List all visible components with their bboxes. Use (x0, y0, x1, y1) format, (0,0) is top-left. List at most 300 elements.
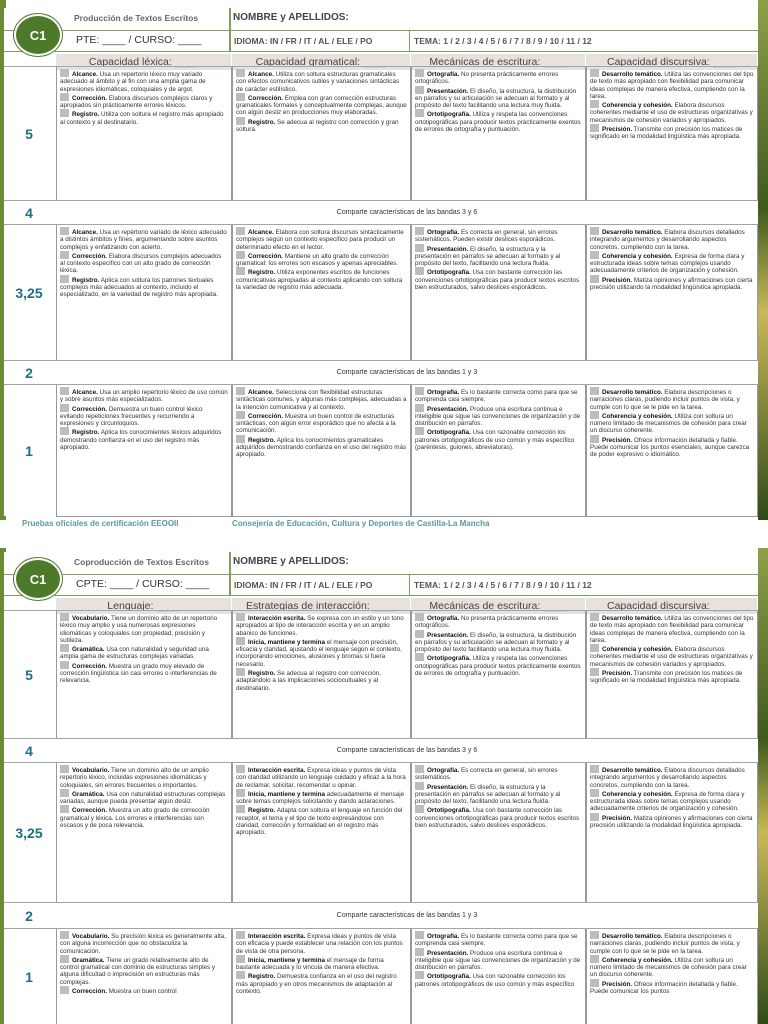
descriptor-heading: Desarrollo temático. (602, 615, 663, 622)
descriptor-cell (56, 611, 232, 739)
checkbox[interactable] (415, 971, 424, 979)
checkbox[interactable] (415, 267, 424, 275)
band-score: 5 (25, 126, 33, 142)
descriptor-item (415, 971, 582, 988)
descriptor-text: Usa con razonable corrección los patrones ortotipográficos de uso común y más específico (paréntesis, guiones, abreviaturas). (415, 429, 575, 452)
descriptor-heading: Desarrollo temático. (602, 71, 663, 78)
checkbox[interactable] (60, 404, 69, 412)
descriptor-heading: Precisión. (602, 276, 633, 284)
checkbox[interactable] (415, 109, 424, 117)
descriptor-cell (586, 225, 758, 361)
descriptor-heading: Desarrollo temático. (602, 933, 663, 940)
sheet-header (4, 8, 758, 30)
checkbox[interactable] (60, 931, 69, 939)
checkbox[interactable] (60, 275, 69, 283)
checkbox[interactable] (415, 387, 424, 395)
descriptor-item (60, 613, 228, 644)
score-course-field[interactable]: CPTE: ____ / CURSO: ____ (76, 578, 210, 590)
checkbox[interactable] (590, 789, 599, 797)
descriptor-text: El diseño, la estructura, la distribución en párrafos y su articulación se adecuan al formato y al propósito del texto facilitando una lectura muy fluida. (415, 87, 577, 110)
descriptor-text: Es lo bastante correcta como para que se comprenda casi siempre. (415, 933, 578, 948)
descriptor-text: Elabora discursos detallados integrando argumentos y desarrollando aspectos concretos, cumpliendo con la tarea. (590, 767, 745, 789)
descriptor-cell (411, 67, 586, 201)
checkbox[interactable] (590, 644, 599, 652)
checkbox[interactable] (415, 653, 424, 661)
sheet-title: Coproducción de Textos Escritos (74, 557, 209, 567)
descriptor-cell (411, 929, 586, 1024)
topic-selector[interactable]: TEMA: 1 / 2 / 3 / 4 / 5 / 6 / 7 / 8 / 9 / 10 / 11 / 12 (414, 580, 592, 590)
column-header-2: Estrategias de interacción: ____ (232, 598, 411, 614)
checkbox[interactable] (60, 427, 69, 435)
descriptor-text: Tiene un grado relativamente alto de control gramatical con dominio de estructuras simples y alguna dificultad o imprecisión en estructuras más complejas. (60, 956, 216, 986)
checkbox[interactable] (590, 979, 599, 987)
descriptor-heading: Alcance. (72, 229, 98, 236)
checkbox[interactable] (60, 986, 69, 994)
descriptor-cell (232, 929, 411, 1024)
descriptor-heading: Corrección. (72, 988, 107, 996)
checkbox[interactable] (60, 109, 69, 117)
checkbox[interactable] (60, 644, 69, 652)
checkbox[interactable] (60, 805, 69, 813)
descriptor-text: el mensaje con precisión, eficacia y claridad, ajustando el lenguaje según el contexto, incorporando emociones, alusiones y bromas si fuera necesario. (236, 638, 402, 668)
descriptor-item (590, 955, 754, 979)
descriptor-item (60, 93, 228, 110)
descriptor-heading: Precisión. (602, 436, 633, 444)
descriptor-item (590, 100, 754, 124)
checkbox[interactable] (415, 630, 424, 638)
checkbox[interactable] (236, 411, 245, 419)
checkbox[interactable] (60, 251, 69, 259)
checkbox[interactable] (415, 86, 424, 94)
descriptor-item (236, 411, 407, 435)
descriptor-cell (232, 385, 411, 517)
band-row (4, 928, 758, 1024)
descriptor-item (60, 661, 228, 685)
checkbox[interactable] (590, 69, 599, 77)
descriptor-text: Usa con naturalidad y seguridad una amplia gama de estructuras complejas variadas. (60, 646, 209, 661)
checkbox[interactable] (236, 267, 245, 275)
descriptor-heading: Corrección. (72, 94, 107, 102)
right-edge-decoration-2 (758, 548, 768, 1024)
descriptor-heading: Coherencia y cohesión. (602, 102, 673, 110)
checkbox[interactable] (60, 789, 69, 797)
descriptor-item (590, 931, 754, 955)
descriptor-heading: Interacción escrita. (248, 767, 306, 774)
descriptor-item (590, 613, 754, 644)
descriptor-item (590, 813, 754, 830)
checkbox[interactable] (60, 765, 69, 773)
descriptor-text: Elabora discursos coherentes mediante el uso de estructuras organizativas y mecanismos de cohesión variados y apropiados. (590, 646, 753, 668)
checkbox[interactable] (236, 805, 245, 813)
checkbox[interactable] (60, 227, 69, 235)
descriptor-text: Emplea con gran corrección estructuras gramaticales formales y conceptualmente complejas, aunque con algún desliz en producciones muy elaboradas. (236, 94, 407, 117)
descriptor-item (60, 931, 228, 955)
descriptor-item (236, 955, 407, 972)
descriptor-text: Utiliza las convenciones del tipo de texto más apropiado con flexibilidad para comunicar ideas complejas de manera efectiva, cumpliendo con la tarea. (590, 71, 754, 100)
column-header-4: Capacidad discursiva: ____ (586, 54, 758, 70)
descriptor-heading: Interacción escrita. (248, 933, 306, 940)
descriptor-item (590, 979, 754, 996)
checkbox[interactable] (60, 387, 69, 395)
descriptor-heading: Inicia, mantiene y termina (248, 638, 325, 646)
checkbox[interactable] (590, 813, 599, 821)
descriptor-item (236, 435, 407, 459)
descriptor-heading: Gramática. (72, 646, 105, 654)
descriptor-text: No presenta prácticamente errores ortográficos. (415, 615, 559, 630)
descriptor-text: Adapta con soltura el lenguaje en función del receptor, el tema y el tipo de texto expresándose con claridad, corrección y formalidad en el registro más apropiado. (236, 807, 403, 837)
descriptor-item (60, 387, 228, 404)
checkbox[interactable] (590, 931, 599, 939)
descriptor-item (60, 69, 228, 93)
descriptor-text: Usa con bastante corrección las convenciones ortotipográficas para producir textos escritos bien estructurados, salvo deslices esporádicos. (415, 807, 580, 830)
column-header-3: Mecánicas de escritura: ____ (411, 54, 586, 70)
checkbox[interactable] (236, 613, 245, 621)
language-selector[interactable]: IDIOMA: IN / FR / IT / AL / ELE / PO (234, 580, 373, 590)
checkbox[interactable] (236, 637, 245, 645)
checkbox[interactable] (415, 948, 424, 956)
checkbox[interactable] (415, 805, 424, 813)
descriptor-item (415, 227, 582, 244)
descriptor-heading: Desarrollo temático. (602, 767, 663, 774)
checkbox[interactable] (236, 435, 245, 443)
descriptor-item (415, 948, 582, 972)
sheet-header (4, 552, 758, 574)
descriptor-text: Utiliza las convenciones del tipo de texto más apropiado con flexibilidad para comunicar ideas complejas de manera efectiva, cumpliendo con la tarea. (590, 615, 754, 644)
descriptor-heading: Coherencia y cohesión. (602, 412, 673, 420)
checkbox[interactable] (590, 435, 599, 443)
descriptor-item (590, 275, 754, 292)
checkbox[interactable] (415, 613, 424, 621)
descriptor-text: Muestra un buen control (108, 988, 177, 996)
descriptor-text: Selecciona con flexibilidad estructuras sintácticas comunes, y algunas más complejas, adecuadas a la intención comunicativa y al contexto. (236, 389, 407, 411)
column-header-1: Lenguaje: ____ (56, 598, 232, 614)
descriptor-heading: Ortografía. (427, 71, 460, 78)
descriptor-text: Elabora discursos detallados integrando argumentos y desarrollando aspectos concretos, cumpliendo con la tarea. (590, 229, 745, 251)
descriptor-text: Utiliza exponentes escritos de funciones comunicativas apropiadas al contexto aplicando con soltura la variedad de registro más adecuada. (236, 269, 403, 292)
band-row (4, 738, 758, 762)
descriptor-heading: Precisión. (602, 126, 633, 134)
band-score: 2 (25, 365, 33, 381)
checkbox[interactable] (415, 427, 424, 435)
descriptor-text: Transmite con precisión los matices de significado en la modalidad lingüística más apropiada. (590, 670, 743, 685)
descriptor-text: Utiliza con soltura estructuras gramaticales con efectos comunicativos sutiles y variaciones sintácticas de carácter estilístico. (236, 71, 400, 93)
descriptor-item (236, 931, 407, 955)
descriptor-cell (586, 611, 758, 739)
descriptor-item (415, 109, 582, 133)
checkbox[interactable] (590, 275, 599, 283)
checkbox[interactable] (236, 387, 245, 395)
descriptor-heading: Vocabulario. (72, 615, 110, 622)
descriptor-heading: Gramática. (72, 790, 105, 798)
descriptor-item (60, 765, 228, 789)
descriptor-cell (232, 225, 411, 361)
column-header-2: Capacidad gramatical: ____ (232, 54, 411, 70)
descriptor-text: Muestra un buen control de estructuras sintácticas, con algún error esporádico que no afecta a la comunicación. (236, 412, 396, 435)
column-header-4: Capacidad discursiva: ____ (586, 598, 758, 614)
descriptor-text: El diseño, la estructura y la presentación en párrafos se adecuan al formato y al propósito del texto, facilitando una lectura fluida. (415, 245, 561, 268)
descriptor-item (590, 69, 754, 100)
descriptor-text: Produce una escritura continua e inteligible que sigue las convenciones de organización y de distribución en párrafos. (415, 405, 581, 428)
sheet-subheader (4, 574, 758, 596)
checkbox[interactable] (590, 100, 599, 108)
descriptor-text: Se adecua al registro con corrección y gran soltura. (236, 118, 399, 134)
descriptor-heading: Desarrollo temático. (602, 389, 663, 396)
descriptor-item (236, 227, 407, 251)
descriptor-text: Elabora discursos coherentes mediante el uso de estructuras organizativas y mecanismos de cohesión variados y apropiados. (590, 102, 753, 124)
descriptor-item (236, 251, 407, 268)
checkbox[interactable] (236, 971, 245, 979)
checkbox[interactable] (415, 227, 424, 235)
descriptor-text: Utiliza con soltura el registro más apropiado al contexto y al destinatario. (60, 111, 224, 126)
footer-left: Pruebas oficiales de certificación EEOOII (22, 519, 179, 528)
descriptor-text: Demuestra confianza en el uso del registro más apropiado y en otros mecanismos de adaptación al contexto. (236, 973, 397, 996)
descriptor-item (590, 644, 754, 668)
descriptor-item (60, 404, 228, 428)
right-edge-decoration (758, 0, 768, 520)
descriptor-heading: Corrección. (72, 807, 107, 815)
checkbox[interactable] (415, 244, 424, 252)
descriptor-item (590, 251, 754, 275)
descriptor-item (236, 387, 407, 411)
descriptor-cell (56, 929, 232, 1024)
descriptor-text: Transmite con precisión los matices de significado en la modalidad lingüística más apropiada. (590, 126, 743, 141)
descriptor-heading: Interacción escrita. (248, 615, 306, 622)
band-row (4, 384, 758, 516)
descriptor-heading: Alcance. (248, 229, 274, 236)
descriptor-item (60, 955, 228, 986)
descriptor-item (415, 765, 582, 782)
descriptor-text: Usa un repertorio léxico muy variado adecuado al ámbito y al fin con una amplia gama de expresiones idiomáticas, coloquiales y de argot. (60, 71, 206, 93)
shared-band-note: Comparte características de las bandas 1 y 3 (336, 911, 478, 919)
descriptor-item (415, 387, 582, 404)
descriptor-item (60, 227, 228, 251)
descriptor-text: Elabora con soltura discursos sintácticamente complejos según un contexto específico para producir un determinado efecto en el lector. (236, 229, 404, 251)
descriptor-heading: Ortografía. (427, 615, 460, 622)
descriptor-text: Aplica los conocimientes léxicos adquiridos demostrando confianza en el uso del registro más apropiado. (60, 429, 222, 452)
checkbox[interactable] (236, 117, 245, 125)
descriptor-text: No presenta prácticamente errores ortográficos. (415, 71, 559, 86)
descriptor-text: Usa con bastante corrección las convenciones ortotipográficas para producir textos escritos bien estructurados, salvo deslices esporádicos. (415, 269, 580, 292)
band-score: 1 (25, 443, 33, 459)
checkbox[interactable] (60, 661, 69, 669)
descriptor-text: adecuadamente el mensaje sobre temas complejos solicitando y dando aclaraciones. (236, 790, 405, 806)
descriptor-item (415, 630, 582, 654)
descriptor-item (415, 653, 582, 677)
descriptor-item (415, 69, 582, 86)
checkbox[interactable] (236, 251, 245, 259)
checkbox[interactable] (60, 955, 69, 963)
descriptor-cell (411, 763, 586, 903)
descriptor-item (415, 427, 582, 451)
descriptor-heading: Ortotipografía. (427, 973, 471, 981)
descriptor-item (236, 765, 407, 789)
checkbox[interactable] (236, 931, 245, 939)
descriptor-heading: Presentación. (427, 87, 469, 95)
descriptor-heading: Coherencia y cohesión. (602, 790, 673, 798)
descriptor-heading: Corrección. (248, 94, 283, 102)
header-divider (409, 31, 410, 52)
descriptor-item (590, 124, 754, 141)
descriptor-item (415, 613, 582, 630)
band-score: 5 (25, 667, 33, 683)
descriptor-text: Utiliza y respeta las convenciones ortotipográficas para producir textos prácticamente exentos de errores de ortografía y puntuación. (415, 655, 581, 678)
checkbox[interactable] (415, 765, 424, 773)
descriptor-heading: Registro. (248, 807, 276, 815)
descriptor-heading: Registro. (72, 111, 100, 119)
descriptor-heading: Inicia, mantiene y termina (248, 956, 325, 964)
checkbox[interactable] (236, 69, 245, 77)
rubric-sheet-production (4, 8, 758, 516)
checkbox[interactable] (415, 404, 424, 412)
descriptor-item (236, 971, 407, 995)
checkbox[interactable] (60, 69, 69, 77)
descriptor-text: Elabora descripciones o narraciones claras, pudiendo incluir puntos de vista, y cumple con lo que se le pide en la tarea. (590, 933, 740, 955)
language-selector[interactable]: IDIOMA: IN / FR / IT / AL / ELE / PO (234, 36, 373, 46)
level-badge: C1 (14, 558, 62, 600)
descriptor-heading: Registro. (248, 436, 276, 444)
band-score: 4 (25, 743, 33, 759)
descriptor-text: Es lo bastante correcta como para que se comprenda casi siempre. (415, 389, 578, 404)
checkbox[interactable] (236, 955, 245, 963)
descriptor-item (60, 644, 228, 661)
descriptor-cell (56, 385, 232, 517)
checkbox[interactable] (60, 93, 69, 101)
descriptor-item (236, 117, 407, 134)
descriptor-heading: Corrección. (72, 662, 107, 670)
descriptor-item (60, 109, 228, 126)
descriptor-heading: Coherencia y cohesión. (602, 252, 673, 260)
descriptor-cell (232, 611, 411, 739)
descriptor-text: Muestra un alto grado de corrección gramatical y léxica. Los errores e interferencias son escasos y de poca relevancia. (60, 807, 210, 830)
descriptor-heading: Desarrollo temático. (602, 229, 663, 236)
checkbox[interactable] (415, 782, 424, 790)
descriptor-heading: Ortografía. (427, 767, 460, 774)
checkbox[interactable] (590, 955, 599, 963)
descriptor-text: Matiza opiniones y afirmaciones con cierta precisión utilizando la modalidad lingüística apropiada. (590, 276, 753, 292)
band-row (4, 762, 758, 902)
shared-band-note: Comparte características de las bandas 1 y 3 (336, 368, 478, 376)
descriptor-item (236, 613, 407, 637)
descriptor-cell (56, 67, 232, 201)
band-row (4, 360, 758, 384)
descriptor-item (236, 93, 407, 117)
descriptor-text: Matiza opiniones y afirmaciones con cierta precisión utilizando la modalidad lingüística apropiada. (590, 814, 753, 830)
shared-band-note: Comparte características de las bandas 3 y 6 (336, 208, 478, 216)
band-score: 1 (25, 969, 33, 985)
descriptor-heading: Presentación. (427, 631, 469, 639)
checkbox[interactable] (590, 613, 599, 621)
header-divider (409, 575, 410, 596)
column-header-3: Mecánicas de escritura: ____ (411, 598, 586, 614)
descriptor-text: Aplica los conocimientos gramaticales adquiridos demostrando confianza en el uso del registro más apropiado. (236, 436, 407, 459)
descriptor-text: Usa con razonable corrección los patrones ortotipográficos de uso común y más específico (415, 973, 575, 988)
descriptor-text: Elabora discursos complejos adecuados al contexto específico con un alto grado de corrección léxica. (60, 252, 222, 275)
name-field-label: NOMBRE y APELLIDOS: (233, 12, 349, 23)
descriptor-heading: Gramática. (72, 956, 105, 964)
band-row (4, 224, 758, 360)
descriptor-text: Ofrece información detallada y fiable. Puede comunicar los puntos esenciales, aunque carezca de poder expresivo o idiomático. (590, 436, 750, 459)
descriptor-heading: Ortografía. (427, 389, 460, 396)
descriptor-heading: Alcance. (248, 71, 274, 78)
band-score: 3,25 (15, 285, 43, 301)
checkbox[interactable] (590, 387, 599, 395)
descriptor-heading: Inicia, mantiene y termina (248, 790, 325, 798)
descriptor-item (415, 86, 582, 110)
descriptor-text: Utiliza con soltura un número limitado de mecanismos de cohesión para crear un discurso coherente. (590, 412, 747, 435)
descriptor-text: Muestra un grado muy elevado de corrección lingüística sin casi errores o interferencias de relevancia. (60, 662, 217, 685)
checkbox[interactable] (415, 931, 424, 939)
descriptor-cell (586, 67, 758, 201)
descriptor-heading: Registro. (248, 670, 276, 678)
descriptor-text: Demuestra un buen control léxico evitando repeticiones frecuentes y recurriendo a expresiones y circunloquios. (60, 405, 203, 428)
checkbox[interactable] (236, 668, 245, 676)
header-vertical-divider (229, 552, 231, 596)
checkbox[interactable] (415, 69, 424, 77)
descriptor-heading: Presentación. (427, 783, 469, 791)
descriptor-cell (411, 225, 586, 361)
descriptor-text: Expresa de forma clara y estructurada ideas sobre temas complejos usando adecuadamente criterios de organización y cohesión. (590, 252, 745, 275)
descriptor-text: Su precisión léxica es generalmente alta, con alguna incorrección que no obstaculiza la comunicación. (60, 933, 226, 955)
checkbox[interactable] (590, 668, 599, 676)
descriptor-item (236, 637, 407, 668)
checkbox[interactable] (236, 227, 245, 235)
descriptor-item (60, 789, 228, 806)
descriptor-heading: Coherencia y cohesión. (602, 646, 673, 654)
descriptor-item (415, 267, 582, 291)
descriptor-heading: Ortotipografía. (427, 111, 471, 119)
descriptor-item (415, 244, 582, 268)
descriptor-heading: Precisión. (602, 980, 633, 988)
descriptor-heading: Alcance. (72, 71, 98, 78)
descriptor-heading: Precisión. (602, 670, 633, 678)
checkbox[interactable] (590, 765, 599, 773)
band-row (4, 200, 758, 224)
checkbox[interactable] (236, 765, 245, 773)
descriptor-item (60, 805, 228, 829)
descriptor-heading: Presentación. (427, 245, 469, 253)
band-score: 3,25 (15, 825, 43, 841)
descriptor-text: Usa un repertorio variado de léxico adecuado a distintos ámbitos y fines, argumentando sobre asuntos complejos y enfatizando con acierto. (60, 229, 227, 251)
checkbox[interactable] (590, 411, 599, 419)
footer-right: Consejería de Educación, Cultura y Deportes de Castilla-La Mancha (232, 519, 490, 528)
descriptor-heading: Ortografía. (427, 229, 460, 236)
descriptor-heading: Ortotipografía. (427, 807, 471, 815)
checkbox[interactable] (60, 613, 69, 621)
checkbox[interactable] (590, 227, 599, 235)
descriptor-heading: Alcance. (248, 389, 274, 396)
descriptor-item (590, 435, 754, 459)
descriptor-text: Utiliza y respeta las convenciones ortotipográficas para producir textos prácticamente exentos de errores de ortografía y puntuación. (415, 111, 581, 134)
descriptor-cell (56, 225, 232, 361)
checkbox[interactable] (236, 789, 245, 797)
descriptor-text: Ofrece información detallada y fiable. Puede comunicar los puntos (590, 980, 738, 996)
descriptor-cell (411, 385, 586, 517)
descriptor-text: Expresa ideas y puntos de vista con eficacia y puede establecer una relación con los puntos de vista de otra persona. (236, 933, 403, 955)
descriptor-cell (586, 929, 758, 1024)
checkbox[interactable] (590, 124, 599, 132)
descriptor-heading: Coherencia y cohesión. (602, 956, 673, 964)
descriptor-text: Mantiene un alto grado de corrección gramatical: los errores son escasos y apenas apreciables. (236, 252, 399, 268)
rubric-sheet-coproduction (4, 552, 758, 1024)
descriptor-text: Aplica con soltura los patrones textuales complejos más adecuados al contexto, incluido el especializado, en la variedad de registro más apropiada. (60, 276, 218, 299)
checkbox[interactable] (590, 251, 599, 259)
topic-selector[interactable]: TEMA: 1 / 2 / 3 / 4 / 5 / 6 / 7 / 8 / 9 / 10 / 11 / 12 (414, 36, 592, 46)
descriptor-item (60, 251, 228, 275)
descriptor-text: Utiliza con soltura un número limitado de mecanismos de cohesión para crear un discurso coherente. (590, 956, 747, 979)
checkbox[interactable] (236, 93, 245, 101)
score-course-field[interactable]: PTE: ____ / CURSO: ____ (76, 34, 202, 46)
descriptor-text: Usa un amplio repertorio léxico de uso común y sobre asuntos más especializados. (60, 389, 228, 404)
